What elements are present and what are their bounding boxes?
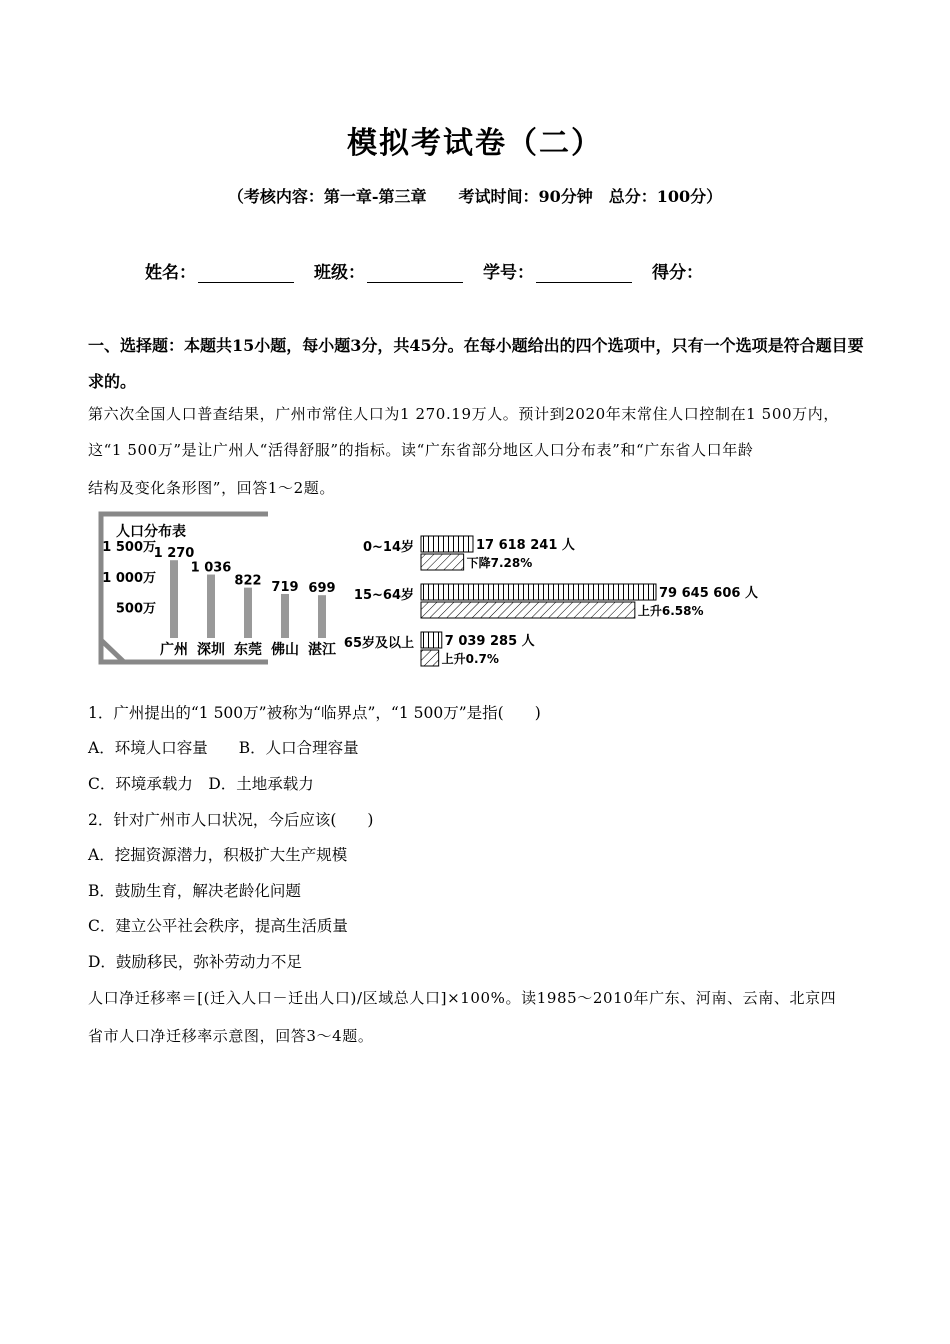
right-chart-population-bar [421, 584, 656, 600]
question-2: 2．针对广州市人口状况，今后应该( ) [88, 811, 374, 829]
left-chart-category-label: 湛江 [308, 642, 336, 658]
left-chart-ytick-label: 500万 [115, 601, 156, 617]
left-chart-category-label: 东莞 [234, 642, 262, 658]
passage1-line3: 结构及变化条形图”，回答1～2题。 [88, 479, 335, 497]
left-chart-ytick-label: 1 000万 [102, 570, 156, 586]
question-1-options-ab: A．环境人口容量 B．人口合理容量 [88, 739, 359, 757]
name-label: 姓名： [145, 263, 196, 283]
population-figure [96, 510, 776, 670]
right-chart-population-label: 17 618 241 人 [475, 538, 575, 553]
id-label: 学号： [483, 263, 534, 283]
left-chart-yticks [102, 540, 156, 616]
right-chart-category-label: 0~14岁 [362, 540, 414, 555]
left-chart-title: 人口分布表 [116, 524, 186, 540]
id-blank[interactable] [536, 264, 632, 283]
question-1: 1．广州提出的“1 500万”被称为“临界点”，“1 500万”是指( ) [88, 704, 541, 722]
right-chart-change-label: 上升6.58% [637, 604, 704, 618]
right-chart-category-label: 65岁及以上 [343, 636, 414, 651]
left-chart-value-label: 1 270 [153, 546, 195, 562]
left-chart-bar [207, 575, 215, 638]
right-chart-change-bar [421, 602, 635, 618]
exam-title: 模拟考试卷（二） [347, 126, 603, 161]
passage2-line1: 人口净迁移率＝[(迁入人口－迁出人口)/区域总人口]×100%。读1985～2010年广东、河南、云南、北京四 [88, 989, 837, 1007]
left-chart-bars [154, 546, 337, 658]
left-chart-value-label: 699 [308, 581, 336, 597]
right-chart-population-label: 79 645 606 人 [659, 586, 758, 601]
passage2-line2: 省市人口净迁移率示意图，回答3～4题。 [88, 1027, 374, 1045]
question-2-option-c: C．建立公平社会秩序，提高生活质量 [88, 917, 348, 935]
left-chart-category-label: 深圳 [197, 642, 225, 658]
score-label: 得分： [652, 263, 703, 283]
passage1-line2: 这“1 500万”是让广州人“活得舒服”的指标。读“广东省部分地区人口分布表”和“广东省人口年龄 [88, 441, 754, 459]
right-chart-bars [344, 536, 758, 666]
right-chart-change-bar [421, 554, 464, 570]
left-chart-value-label: 822 [234, 573, 262, 589]
name-blank[interactable] [198, 264, 294, 283]
left-chart-value-label: 719 [271, 579, 299, 595]
left-chart-bar [281, 594, 289, 638]
question-1-options-cd: C．环境承载力 D．土地承载力 [88, 775, 314, 793]
left-chart-bar [318, 595, 326, 638]
class-label: 班级： [314, 263, 365, 283]
right-chart-change-bar [421, 650, 439, 666]
question-2-option-a: A．挖掘资源潜力，积极扩大生产规模 [88, 846, 348, 864]
left-chart-category-label: 广州 [160, 642, 188, 658]
class-blank[interactable] [367, 264, 463, 283]
right-chart-population-label: 7 039 285 人 [444, 634, 535, 649]
chart-frame-corner [101, 640, 124, 662]
passage1-line1: 第六次全国人口普查结果，广州市常住人口为1 270.19万人。预计到2020年末常住人口控制在1 500万内， [88, 405, 839, 423]
left-chart-bar [170, 560, 178, 638]
left-chart-bar [244, 588, 252, 638]
right-chart-change-label: 上升0.7% [441, 652, 499, 666]
exam-subtitle: （考核内容：第一章-第三章 考试时间：90分钟 总分：100分） [227, 187, 723, 206]
right-chart-change-label: 下降7.28% [466, 556, 533, 570]
right-chart-category-label: 15~64岁 [353, 588, 414, 603]
left-chart-ytick-label: 1 500万 [102, 540, 156, 556]
section-heading: 一、选择题：本题共15小题，每小题3分，共45分。在每小题给出的四个选项中，只有一个选项是符合题目要求的。 [88, 336, 864, 391]
left-chart-category-label: 佛山 [271, 642, 299, 658]
question-2-option-b: B．鼓励生育，解决老龄化问题 [88, 882, 301, 900]
student-info-row [145, 258, 705, 283]
left-chart-value-label: 1 036 [190, 560, 232, 576]
question-2-option-d: D．鼓励移民，弥补劳动力不足 [88, 953, 302, 971]
right-chart-population-bar [421, 536, 473, 552]
right-chart-population-bar [421, 632, 442, 648]
